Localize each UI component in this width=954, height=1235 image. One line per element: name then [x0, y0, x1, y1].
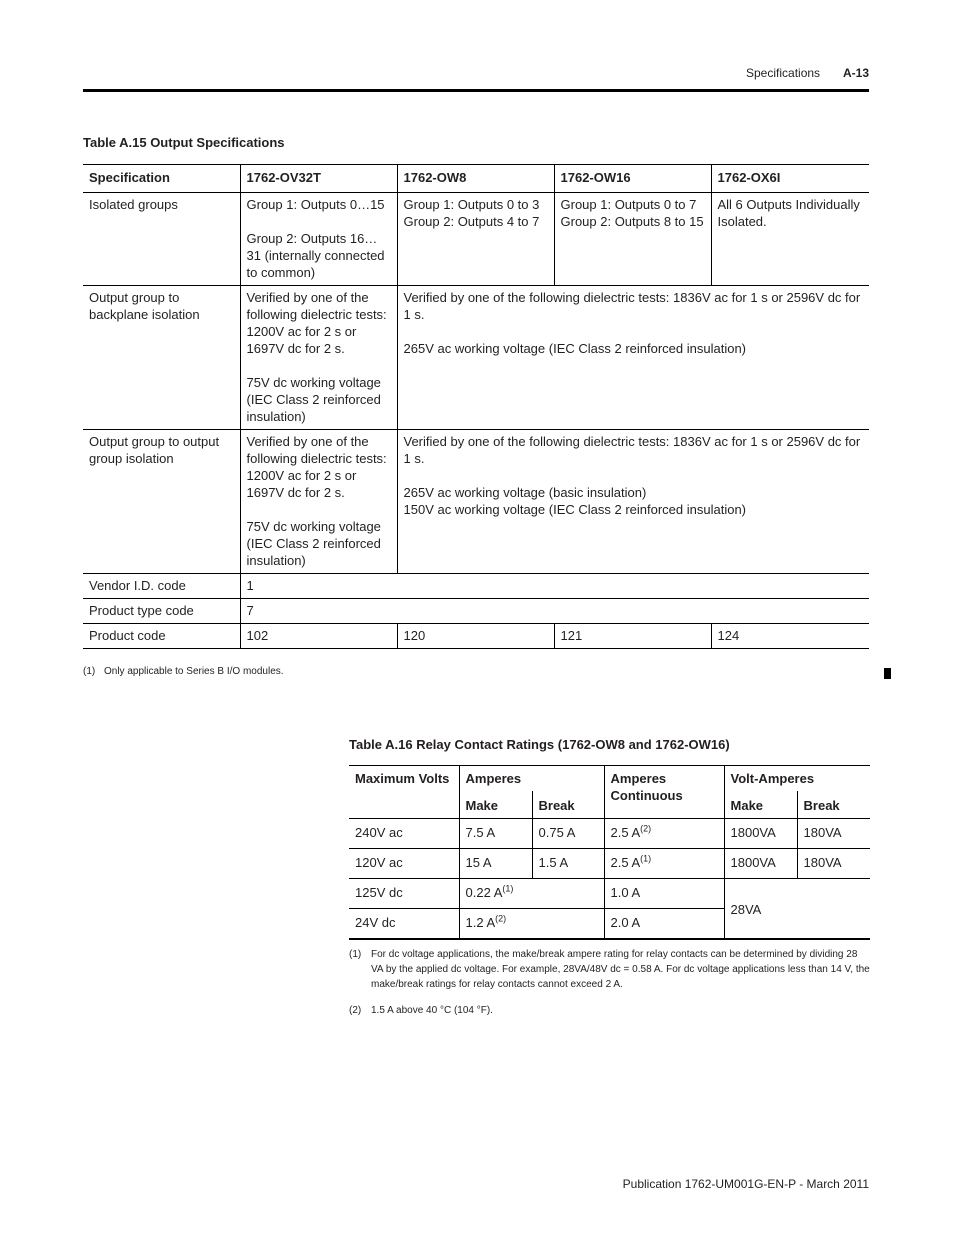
value: 0.22 A	[465, 885, 503, 900]
row-label: Product code	[83, 624, 240, 649]
col-amperes: Amperes	[459, 766, 604, 792]
cell	[397, 430, 869, 574]
cell-text: Group 2: Outputs 16…31 (internally connected to common)	[246, 231, 385, 280]
cell	[240, 286, 397, 430]
row-label: Output group to output group isolation	[83, 430, 240, 574]
footnote-ref: (1)	[640, 853, 652, 864]
publication-footer: Publication 1762-UM001G-EN-P - March 2011	[622, 1177, 869, 1191]
table-a15-footnote	[83, 664, 583, 679]
cell: 120	[397, 624, 554, 649]
footnote-ref: (2)	[640, 823, 652, 834]
col-1762-ov32t: 1762-OV32T	[240, 165, 397, 193]
cell-continuous: 1.0 A	[604, 879, 724, 909]
value: 2.5 A	[610, 855, 641, 870]
cell-va: 28VA	[724, 879, 870, 940]
footnote-number: (2)	[349, 1005, 362, 1016]
cell-text: 265V ac working voltage (IEC Class 2 reinforced insulation)	[403, 341, 747, 356]
cell	[240, 430, 397, 574]
cell-text: 265V ac working voltage (basic insulation)	[403, 485, 647, 500]
table-row	[83, 193, 869, 286]
change-bar-marker	[884, 668, 891, 679]
col-va-break: Break	[797, 791, 870, 819]
value: 1.2 A	[465, 915, 496, 930]
col-maximum-volts: Maximum Volts	[355, 771, 450, 786]
cell-text: Verified by one of the following dielectric tests: 1836V ac for 1 s or 2596V dc for 1 s.	[403, 290, 861, 322]
cell: 124	[711, 624, 869, 649]
page-number: A-13	[843, 66, 870, 80]
cell-text: Group 1: Outputs 0…15	[246, 197, 385, 212]
cell: Group 1: Outputs 0 to 7 Group 2: Outputs 8 to 15	[554, 193, 711, 286]
cell-va-break: 180VA	[797, 819, 870, 849]
footnote-text: Only applicable to Series B I/O modules.	[104, 666, 284, 677]
footnote-number: (1)	[349, 949, 362, 960]
cell: 1	[240, 574, 869, 599]
col-1762-ox6i: 1762-OX6I	[711, 165, 869, 193]
footnote-ref: (2)	[495, 913, 507, 924]
table-row	[349, 879, 870, 909]
table-a15-caption: Table A.15 Output Specifications	[83, 135, 285, 150]
cell-text: 75V dc working voltage (IEC Class 2 reinforced insulation)	[246, 375, 381, 424]
cell-text: Verified by one of the following dielectric tests: 1200V ac for 2 s or 1697V dc for 2 s.	[246, 434, 387, 500]
col-amperes-make: Make	[459, 791, 532, 819]
cell-volts: 125V dc	[349, 879, 459, 909]
table-row	[83, 286, 869, 430]
table-row	[83, 599, 869, 624]
cell: 121	[554, 624, 711, 649]
cell-text: Verified by one of the following dielectric tests: 1200V ac for 2 s or 1697V dc for 2 s.	[246, 290, 387, 356]
row-label: Vendor I.D. code	[83, 574, 240, 599]
col-specification: Specification	[83, 165, 240, 193]
table-header-row	[83, 165, 869, 193]
cell-break: 0.75 A	[532, 819, 604, 849]
header-rule	[83, 89, 869, 92]
relay-contact-ratings-table	[349, 765, 870, 940]
cell-continuous	[604, 849, 724, 879]
footnote-ref: (1)	[502, 883, 514, 894]
table-a16-footnote-1	[349, 947, 871, 992]
footnote-number: (1)	[83, 666, 96, 677]
output-specifications-table	[83, 164, 869, 649]
cell-volts: 24V dc	[349, 909, 459, 940]
table-a16-footnote-2	[349, 1003, 871, 1018]
cell	[397, 286, 869, 430]
cell-text: 150V ac working voltage (IEC Class 2 reinforced insulation)	[403, 502, 747, 517]
row-label: Isolated groups	[83, 193, 240, 286]
cell: Group 1: Outputs 0 to 3 Group 2: Outputs 4 to 7	[397, 193, 554, 286]
cell-break: 1.5 A	[532, 849, 604, 879]
table-a16-caption: Table A.16 Relay Contact Ratings (1762-OW8 and 1762-OW16)	[349, 737, 730, 752]
row-label: Output group to backplane isolation	[83, 286, 240, 430]
cell-text: Verified by one of the following dielectric tests: 1836V ac for 1 s or 2596V dc for 1 s.	[403, 434, 861, 466]
footnote-text: 1.5 A above 40 °C (104 °F).	[371, 1005, 493, 1016]
cell: All 6 Outputs Individually Isolated.	[711, 193, 869, 286]
cell-continuous: 2.0 A	[604, 909, 724, 940]
cell: 7	[240, 599, 869, 624]
cell-volts: 240V ac	[349, 819, 459, 849]
cell-make-break	[459, 909, 604, 940]
col-amperes-continuous: Amperes Continuous	[604, 766, 724, 819]
cell-continuous	[604, 819, 724, 849]
table-row	[83, 624, 869, 649]
cell	[240, 193, 397, 286]
table-row	[83, 430, 869, 574]
cell-volts: 120V ac	[349, 849, 459, 879]
col-1762-ow16: 1762-OW16	[554, 165, 711, 193]
footnote-text: For dc voltage applications, the make/break ampere rating for relay contacts can be determined by dividing 28 VA by the applied dc voltage. For example, 28VA/48V dc = 0.58 A. For dc voltage applications less than 14 V, the make/break ratings for relay contacts cannot exceed 2 A.	[371, 949, 870, 990]
cell-make: 7.5 A	[459, 819, 532, 849]
cell-text: 75V dc working voltage (IEC Class 2 reinforced insulation)	[246, 519, 381, 568]
table-header-row	[349, 766, 870, 792]
cell-va-break: 180VA	[797, 849, 870, 879]
row-label: Product type code	[83, 599, 240, 624]
col-amperes-break: Break	[532, 791, 604, 819]
cell-va-make: 1800VA	[724, 849, 797, 879]
col-va-make: Make	[724, 791, 797, 819]
col-volt-amperes: Volt-Amperes	[724, 766, 870, 792]
value: 2.5 A	[610, 825, 641, 840]
table-row	[349, 819, 870, 849]
col-1762-ow8: 1762-OW8	[397, 165, 554, 193]
cell-va-make: 1800VA	[724, 819, 797, 849]
table-row	[83, 574, 869, 599]
cell: 102	[240, 624, 397, 649]
table-row	[349, 849, 870, 879]
running-header-section: Specifications	[746, 66, 821, 80]
cell-make-break	[459, 879, 604, 909]
cell-make: 15 A	[459, 849, 532, 879]
